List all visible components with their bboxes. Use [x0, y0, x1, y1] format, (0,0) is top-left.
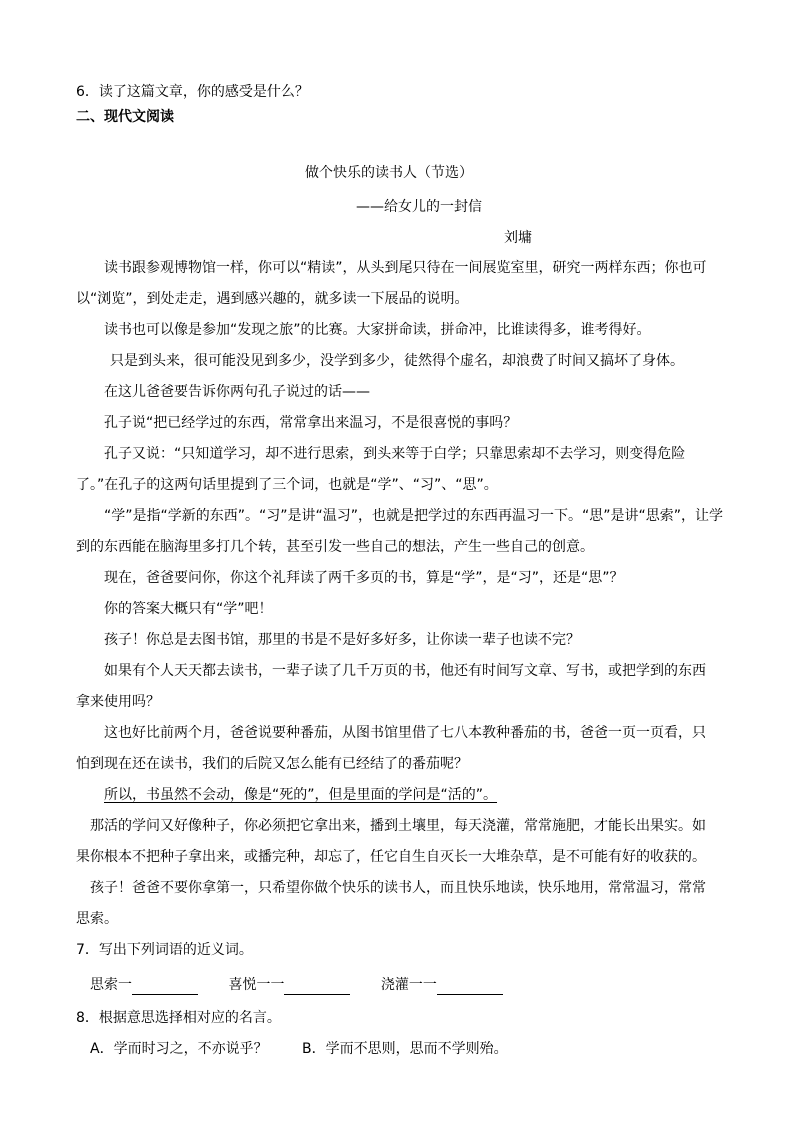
paragraph-line: 你的答案大概只有“学”吧！ — [104, 601, 273, 617]
section-heading-modern-reading: 二、现代文阅读 — [76, 109, 174, 125]
paragraph-line: 孔子又说：“只知道学习，却不进行思索，到头来等于白学；只靠思索却不去学习，则变得危险 — [104, 446, 686, 462]
article-title: 做个快乐的读书人（节选） — [305, 165, 473, 181]
question-6: 6．读了这篇文章，你的感受是什么？ — [76, 84, 309, 100]
paragraph-line: 这也好比前两个月，爸爸说要种番茄，从图书馆里借了七八本教种番茄的书，爸爸一页一页看，只 — [104, 725, 706, 741]
paragraph-line: 怕到现在还在读书，我们的后院又怎么能有已经结了的番茄呢？ — [76, 756, 468, 772]
question-7-prompt: 7．写出下列词语的近义词。 — [76, 942, 253, 958]
question-8-prompt: 8．根据意思选择相对应的名言。 — [76, 1010, 281, 1026]
paragraph-line: 读书也可以像是参加“发现之旅”的比赛。大家拼命读，拼命冲，比谁读得多，谁考得好。 — [104, 322, 651, 338]
paragraph-line: “学”是指“学新的东西”。“习”是讲“温习”，也就是把学过的东西再温习一下。“思”是讲“思索”，让学 — [104, 508, 724, 524]
paragraph-line: 现在，爸爸要问你，你这个礼拜读了两千多页的书，算是“学”，是“习”，还是“思”？ — [104, 570, 624, 586]
article-subtitle: ——给女儿的一封信 — [356, 199, 482, 215]
question-8-options — [90, 1039, 740, 1059]
paragraph-line: 孔子说“把已经学过的东西，常常拿出来温习，不是很喜悦的事吗？ — [104, 415, 518, 431]
paragraph-line: 在这儿爸爸要告诉你两句孔子说过的话—— — [104, 384, 370, 400]
synonym-item: 喜悦一一 — [228, 975, 376, 995]
synonym-item: 浇灌一一 — [381, 975, 529, 995]
question-7-items — [90, 975, 740, 995]
paragraph-line: 那活的学问又好像种子，你必须把它拿出来，播到土壤里，每天浇灌，常常施肥，才能长出果实。如 — [90, 818, 706, 834]
option-b: B．学而不思则，思而不学则殆。 — [302, 1041, 508, 1057]
article-author: 刘墉 — [504, 230, 532, 246]
paragraph-line: 到的东西能在脑海里多打几个转，甚至引发一些自己的想法，产生一些自己的创意。 — [76, 539, 594, 555]
paragraph-line: 了。”在孔子的这两句话里提到了三个词，也就是“学”、“习”、“思”。 — [76, 477, 498, 493]
paragraph-line: 只是到头来，很可能没见到多少，没学到多少，徒然得个虚名，却浪费了时间又搞坏了身体。 — [110, 353, 684, 369]
paragraph-line: 孩子！爸爸不要你拿第一，只希望你做个快乐的读书人，而且快乐地读，快乐地用，常常温习，常常 — [90, 880, 706, 896]
paragraph-line: 以“浏览”，到处走走，遇到感兴趣的，就多读一下展品的说明。 — [76, 291, 469, 307]
answer-blank[interactable] — [284, 980, 350, 995]
paragraph-line: 果你根本不把种子拿出来，或播完种，却忘了，任它自生自灭长一大堆杂草，是不可能有好的收获的。 — [76, 849, 706, 865]
paragraph-line: 如果有个人天天都去读书，一辈子读了几千万页的书，他还有时间写文章、写书，或把学到的东西 — [104, 663, 706, 679]
paragraph-line: 拿来使用吗？ — [76, 694, 160, 710]
option-a: A．学而时习之，不亦说乎？ — [90, 1041, 268, 1057]
answer-blank[interactable] — [437, 980, 503, 995]
paragraph-line: 读书跟参观博物馆一样，你可以“精读”，从头到尾只待在一间展览室里，研究一两样东西；你也可 — [104, 260, 707, 276]
paragraph-line: 孩子！你总是去图书馆，那里的书是不是好多好多，让你读一辈子也读不完？ — [104, 632, 580, 648]
synonym-item: 思索一 — [90, 975, 224, 995]
answer-blank[interactable] — [132, 980, 198, 995]
underlined-key-sentence: 所以，书虽然不会动，像是“死的”，但是里面的学问是“活的”。 — [104, 787, 498, 803]
paragraph-line: 思索。 — [76, 911, 118, 927]
